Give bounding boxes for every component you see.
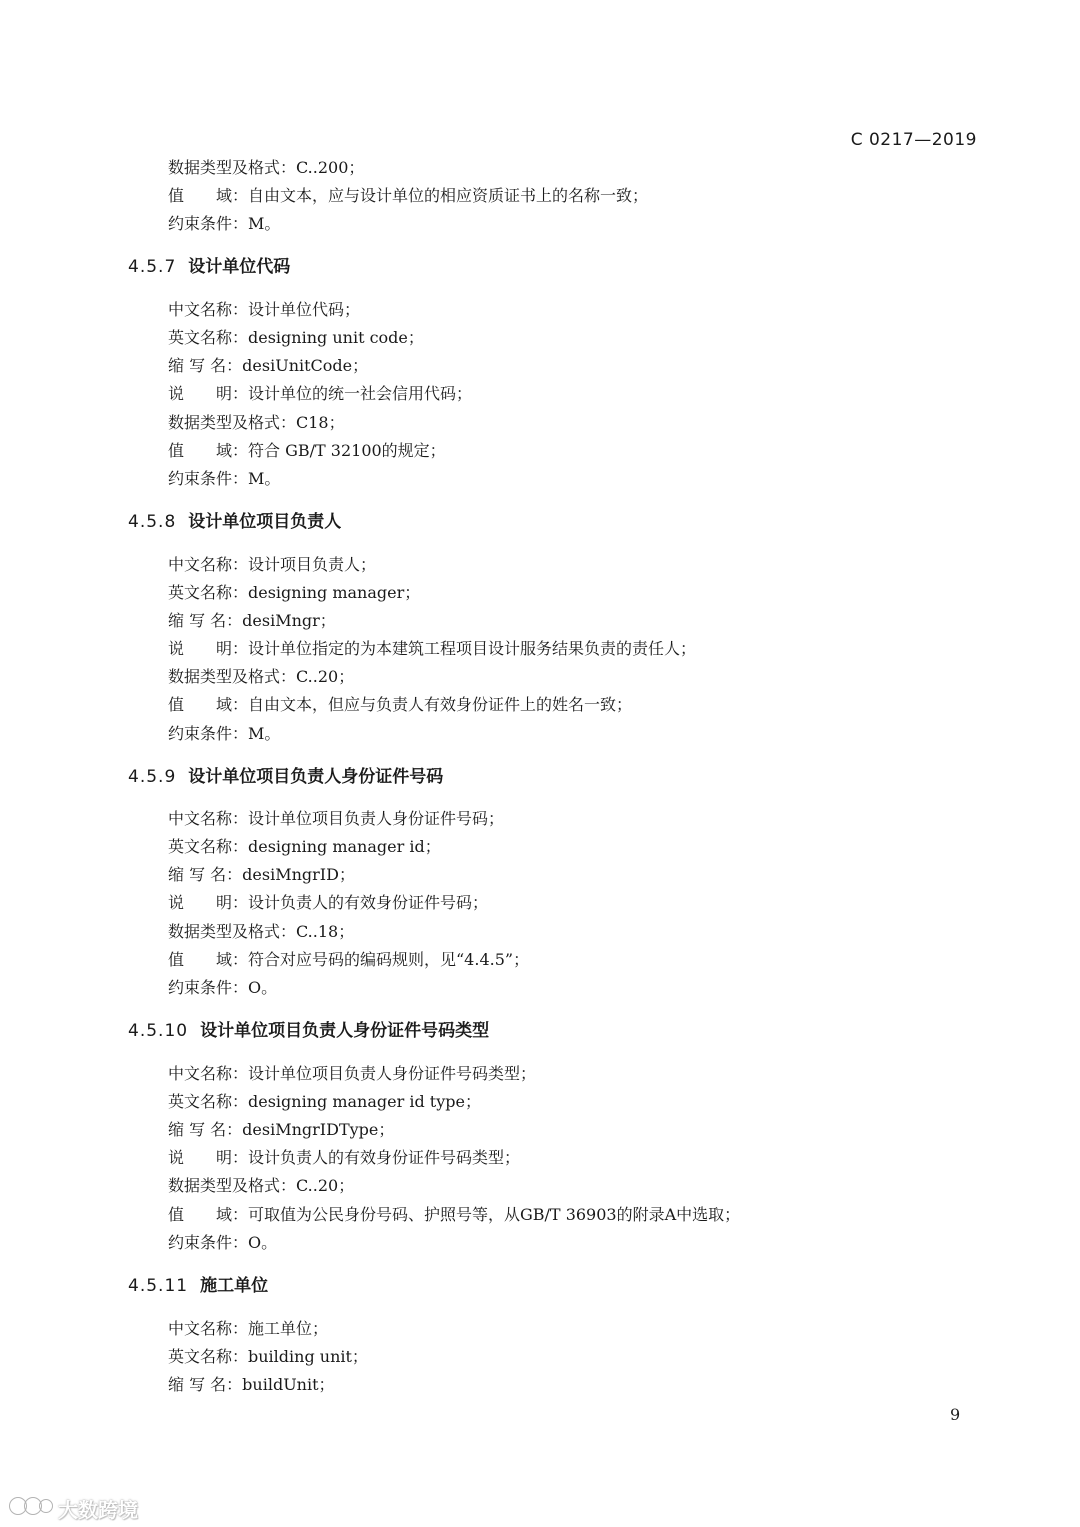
field-line: 值 域：符合对应号码的编码规则，见“4.4.5”； <box>168 950 530 969</box>
field-line: 中文名称：设计单位项目负责人身份证件号码类型； <box>168 1064 537 1083</box>
field-line: 英文名称：designing unit code； <box>168 328 424 347</box>
section-number: 4.5.7 <box>128 257 177 277</box>
field-line: 英文名称：designing manager id； <box>168 837 441 856</box>
section-number: 4.5.9 <box>128 767 177 787</box>
section-title: 设计单位项目负责人身份证件号码 <box>188 767 444 787</box>
page-number: 9 <box>950 1405 961 1424</box>
section-heading <box>128 1275 268 1297</box>
field-line: 约束条件：M。 <box>168 724 281 743</box>
field-line: 数据类型及格式：C..20； <box>168 1176 355 1195</box>
field-line: 数据类型及格式：C18； <box>168 413 345 432</box>
field-line: 值 域：符合 GB/T 32100的规定； <box>168 441 446 460</box>
section-heading <box>128 766 443 788</box>
field-line: 中文名称：设计项目负责人； <box>168 555 377 574</box>
watermark-text: 大数跨境 <box>58 1497 138 1522</box>
field-line: 约束条件：O。 <box>168 978 278 997</box>
field-line: 缩 写 名：desiMngrID； <box>168 865 355 884</box>
watermark-logo-icon <box>8 1493 54 1523</box>
field-line: 英文名称：building unit； <box>168 1347 368 1366</box>
section-heading <box>128 256 290 278</box>
section-heading <box>128 1020 489 1042</box>
watermark <box>8 1493 138 1523</box>
field-line: 数据类型及格式：C..200； <box>168 158 365 177</box>
field-line: 约束条件：M。 <box>168 214 281 233</box>
field-line: 中文名称：设计单位代码； <box>168 300 361 319</box>
field-line: 说 明：设计单位的统一社会信用代码； <box>168 384 473 403</box>
field-line: 约束条件：O。 <box>168 1233 278 1252</box>
field-line: 英文名称：designing manager； <box>168 583 421 602</box>
field-line: 中文名称：设计单位项目负责人身份证件号码； <box>168 809 505 828</box>
field-line: 数据类型及格式：C..18； <box>168 922 355 941</box>
field-line: 说 明：设计负责人的有效身份证件号码； <box>168 893 489 912</box>
section-heading <box>128 511 341 533</box>
field-line: 值 域：自由文本，应与设计单位的相应资质证书上的名称一致； <box>168 186 649 205</box>
section-number: 4.5.11 <box>128 1276 189 1296</box>
field-line: 说 明：设计负责人的有效身份证件号码类型； <box>168 1148 521 1167</box>
section-title: 设计单位代码 <box>188 257 291 277</box>
section-title: 设计单位项目负责人 <box>188 512 342 532</box>
field-line: 值 域：自由文本，但应与负责人有效身份证件上的姓名一致； <box>168 695 633 714</box>
field-line: 值 域：可取值为公民身份号码、护照号等，从GB/T 36903的附录A中选取； <box>168 1205 741 1224</box>
field-line: 缩 写 名：desiMngrIDType； <box>168 1120 395 1139</box>
field-line: 中文名称：施工单位； <box>168 1319 329 1338</box>
field-line: 说 明：设计单位指定的为本建筑工程项目设计服务结果负责的责任人； <box>168 639 697 658</box>
section-title: 施工单位 <box>200 1276 269 1296</box>
field-line: 约束条件：M。 <box>168 469 281 488</box>
section-number: 4.5.8 <box>128 512 177 532</box>
field-line: 缩 写 名：buildUnit； <box>168 1375 335 1394</box>
field-line: 英文名称：designing manager id type； <box>168 1092 481 1111</box>
field-line: 缩 写 名：desiUnitCode； <box>168 356 369 375</box>
section-title: 设计单位项目负责人身份证件号码类型 <box>200 1021 490 1041</box>
field-line: 缩 写 名：desiMngr； <box>168 611 336 630</box>
field-line: 数据类型及格式：C..20； <box>168 667 355 686</box>
document-code: C 0217—2019 <box>850 130 977 150</box>
section-number: 4.5.10 <box>128 1021 189 1041</box>
